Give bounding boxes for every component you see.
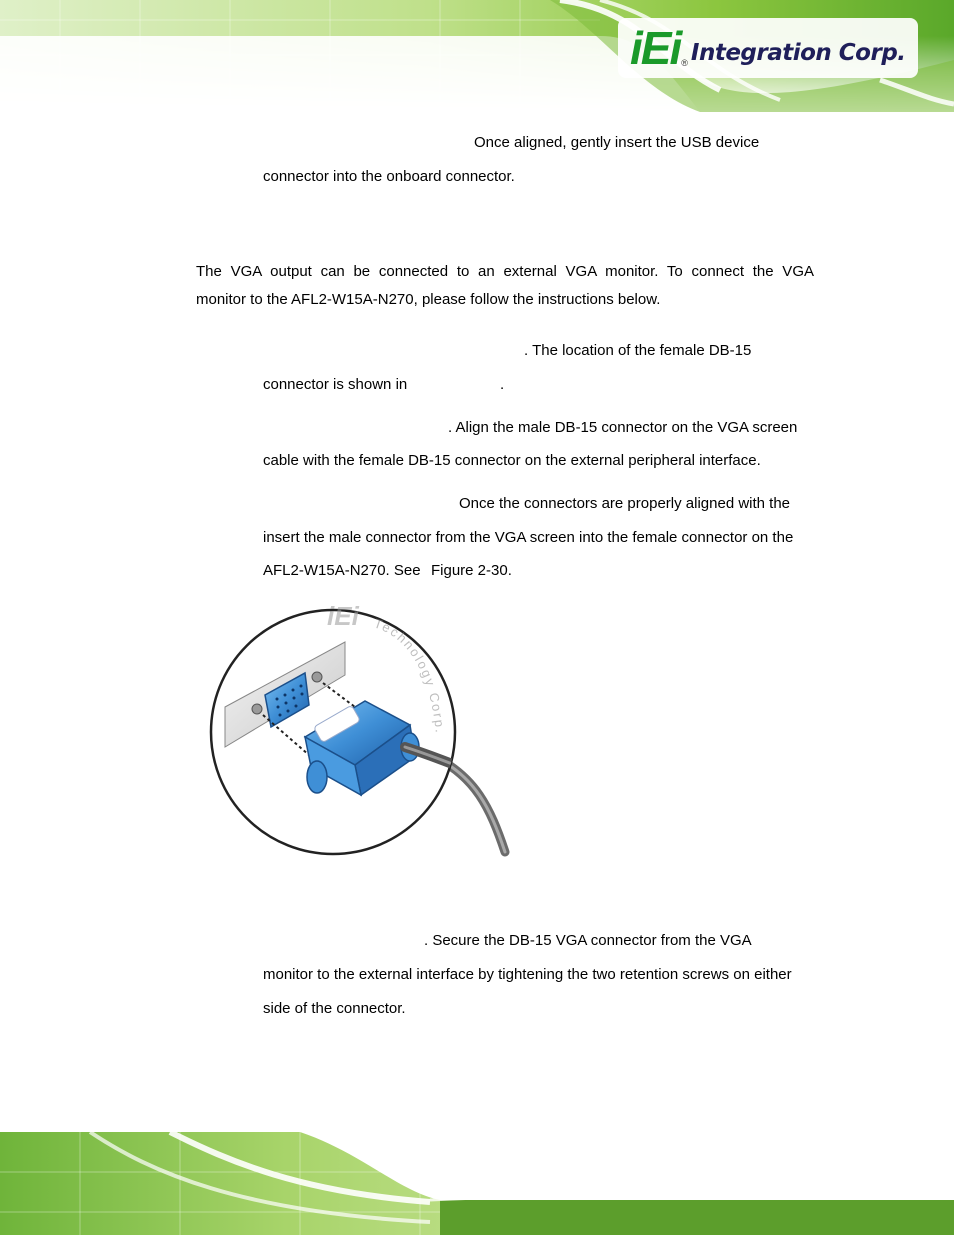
step3-line-1: Once the connectors are properly aligned with the	[459, 495, 791, 512]
step1-line-1: . The location of the female DB-15	[524, 342, 752, 359]
step2-line-1: . Align the male DB-15 connector on the VGA screen	[448, 419, 798, 436]
page-header	[0, 0, 954, 112]
footer-banner	[0, 1132, 954, 1235]
step1-line-2b: .	[500, 376, 505, 393]
vga-connector-figure	[205, 597, 525, 867]
vga-connection-illustration	[205, 597, 525, 867]
usb-step-line-2: connector into the onboard connector.	[263, 168, 515, 185]
figure-reference-link[interactable]: Figure 2-30.	[431, 562, 512, 579]
step4-line-3: side of the connector.	[263, 1000, 406, 1017]
watermark-mark: iEi	[327, 601, 359, 631]
watermark-text: Technology Corp.	[372, 615, 449, 736]
step2-line-2: cable with the female DB-15 connector on the external peripheral interface.	[263, 452, 761, 469]
logo-registered: ®	[681, 58, 688, 68]
usb-step-line-1: Once aligned, gently insert the USB device	[474, 134, 760, 151]
logo-text: Integration Corp.	[690, 39, 906, 66]
step3-line-2: insert the male connector from the VGA screen into the female connector on the	[263, 529, 794, 546]
step4-line-1: . Secure the DB-15 VGA connector from the VGA	[424, 932, 752, 949]
intro-line-1: The VGA output can be connected to an external VGA monitor. To connect the VGA	[196, 263, 814, 280]
step3-line-3a: AFL2-W15A-N270. See	[263, 562, 421, 579]
logo-mark: iEi	[630, 22, 681, 74]
step4-line-2: monitor to the external interface by tightening the two retention screws on either	[263, 966, 792, 983]
brand-logo	[630, 22, 906, 74]
page-footer	[0, 1132, 954, 1235]
step1-line-2a: connector is shown in	[263, 376, 408, 393]
intro-line-2: monitor to the AFL2-W15A-N270, please follow the instructions below.	[196, 291, 661, 308]
